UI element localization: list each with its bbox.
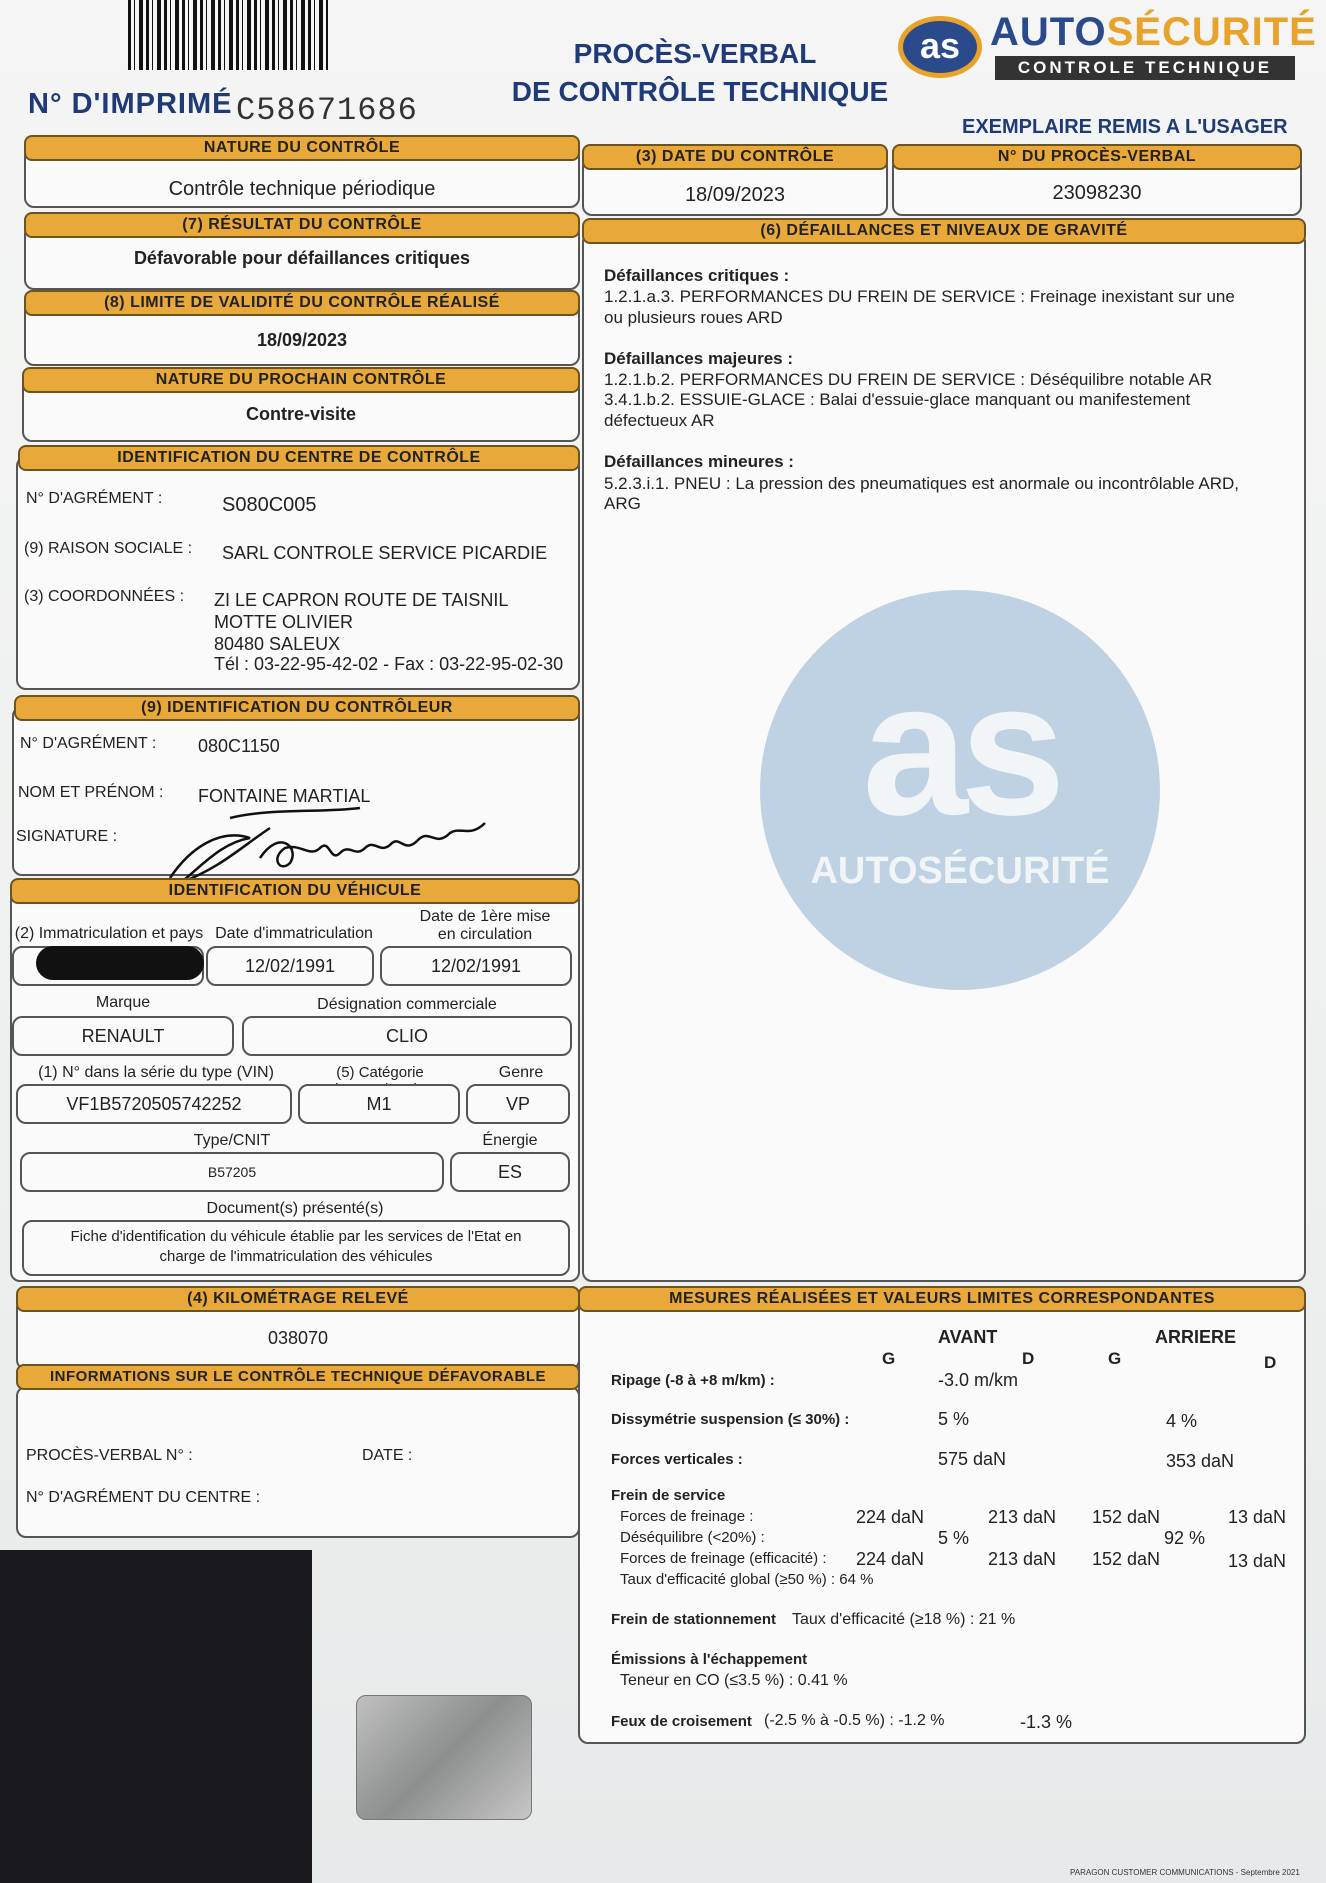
type-field: B57205 <box>20 1152 444 1192</box>
designation-field: CLIO <box>242 1016 572 1056</box>
centre-coord-line2: MOTTE OLIVIER <box>214 612 354 632</box>
documents-label: Document(s) présenté(s) <box>206 1200 384 1217</box>
redaction-bar <box>36 946 204 980</box>
ffe-av-d: 213 daN <box>988 1549 1057 1569</box>
controleur-agrement-label: N° D'AGRÉMENT : <box>20 735 157 752</box>
date-mise-label-2: en circulation <box>437 926 533 943</box>
date-controle-value: 18/09/2023 <box>684 184 786 206</box>
co-value: Teneur en CO (≤3.5 %) : 0.41 % <box>620 1672 848 1689</box>
forces-v-av-value: 575 daN <box>938 1449 1007 1469</box>
title-line1: PROCÈS-VERBAL <box>573 38 817 69</box>
marque-field: RENAULT <box>12 1016 234 1056</box>
frein-stationnement-label: Frein de stationnement <box>611 1611 777 1628</box>
ffe-ar-d: 13 daN <box>1228 1551 1287 1571</box>
controleur-agrement-value: 080C1150 <box>198 736 280 756</box>
ffe-av-g: 224 daN <box>856 1549 925 1569</box>
forces-freinage-label: Forces de freinage : <box>620 1508 754 1525</box>
logo-subtitle: CONTROLE TECHNIQUE <box>995 56 1295 80</box>
forces-v-ar-value: 353 daN <box>1166 1451 1235 1471</box>
watermark-text: AUTOSÉCURITÉ <box>810 850 1110 892</box>
date-controle-header: (3) DATE DU CONTRÔLE <box>582 144 888 170</box>
mineures-title: Défaillances mineures : <box>604 452 794 471</box>
num-pv-value: 23098230 <box>1052 182 1142 204</box>
centre-coord-line1: ZI LE CAPRON ROUTE DE TAISNIL <box>214 590 509 610</box>
controleur-nom-label: NOM ET PRÉNOM : <box>18 784 164 801</box>
limite-value: 18/09/2023 <box>256 330 348 350</box>
nature-controle-header: NATURE DU CONTRÔLE <box>24 135 580 161</box>
date-immat-field: 12/02/1991 <box>206 946 374 986</box>
mesures-avant-g: G <box>882 1349 896 1368</box>
prochain-header: NATURE DU PROCHAIN CONTRÔLE <box>22 367 580 393</box>
limite-header: (8) LIMITE DE VALIDITÉ DU CONTRÔLE RÉALISÉ <box>24 290 580 316</box>
mineures-line2: ARG <box>604 494 641 513</box>
num-pv-header: N° DU PROCÈS-VERBAL <box>892 144 1302 170</box>
frein-service-label: Frein de service <box>611 1487 726 1504</box>
majeures-line3: défectueux AR <box>604 411 715 430</box>
logo-wordmark <box>990 10 1317 55</box>
resultat-value: Défavorable pour défaillances critiques <box>133 248 471 268</box>
critiques-line1: 1.2.1.a.3. PERFORMANCES DU FREIN DE SERVICE : Freinage inexistant sur une <box>604 287 1235 306</box>
feux-label: Feux de croisement <box>611 1713 752 1730</box>
designation-label: Désignation commerciale <box>317 996 497 1013</box>
genre-field: VP <box>466 1084 570 1124</box>
ripage-av-value: -3.0 m/km <box>938 1370 1019 1390</box>
centre-agrement-label: N° D'AGRÉMENT : <box>26 490 163 507</box>
date-mise-label-1: Date de 1ère mise <box>419 908 551 925</box>
defavorable-date-label: DATE : <box>362 1447 413 1464</box>
footer-text: PARAGON CUSTOMER COMMUNICATIONS - Septembre 2021 <box>1070 1868 1300 1877</box>
autosecurite-logo-icon: as <box>898 16 982 78</box>
documents-line1: Fiche d'identification du véhicule établie par les services de l'Etat en <box>70 1228 522 1245</box>
categorie-field: M1 <box>298 1084 460 1124</box>
imprime-label: N° D'IMPRIMÉ <box>28 88 233 120</box>
centre-raison-label: (9) RAISON SOCIALE : <box>24 540 193 557</box>
controleur-signature-label: SIGNATURE : <box>16 828 118 845</box>
date-immat-label: Date d'immatriculation <box>215 925 373 942</box>
redaction-block <box>0 1550 312 1883</box>
energie-label: Énergie <box>482 1132 538 1149</box>
exemplaire-label: EXEMPLAIRE REMIS A L'USAGER <box>962 116 1288 138</box>
documents-line2: charge de l'immatriculation des véhicules <box>159 1248 433 1265</box>
majeures-line1: 1.2.1.b.2. PERFORMANCES DU FREIN DE SERVICE : Déséquilibre notable AR <box>604 370 1213 389</box>
forces-verticales-label: Forces verticales : <box>611 1451 743 1468</box>
frein-stationnement-value: Taux d'efficacité (≥18 %) : 21 % <box>792 1611 1016 1628</box>
ff-av-d: 213 daN <box>988 1507 1057 1527</box>
vin-field: VF1B5720505742252 <box>16 1084 292 1124</box>
ff-ar-d: 13 daN <box>1228 1507 1287 1527</box>
centre-raison-value: SARL CONTROLE SERVICE PICARDIE <box>222 543 548 563</box>
mesures-arriere-g: G <box>1108 1349 1122 1368</box>
categorie-label: (5) Catégorie <box>336 1064 424 1081</box>
vin-label: (1) N° dans la série du type (VIN) <box>38 1064 274 1081</box>
dissym-ar-value: 4 % <box>1166 1411 1198 1431</box>
ripage-label: Ripage (-8 à +8 m/km) : <box>611 1372 775 1389</box>
mineures-line1: 5.2.3.i.1. PNEU : La pression des pneumatiques est anormale ou incontrôlable ARD, <box>604 474 1240 493</box>
mesures-header: MESURES RÉALISÉES ET VALEURS LIMITES CORRESPONDANTES <box>578 1286 1306 1312</box>
centre-agrement-value: S080C005 <box>222 494 317 516</box>
type-label: Type/CNIT <box>193 1132 271 1149</box>
logo-securite: SÉCURITÉ <box>1106 10 1317 54</box>
date-mise-field: 12/02/1991 <box>380 946 572 986</box>
vehicule-header: IDENTIFICATION DU VÉHICULE <box>10 878 580 904</box>
deseq-label: Déséquilibre (<20%) : <box>620 1529 765 1546</box>
controleur-header: (9) IDENTIFICATION DU CONTRÔLEUR <box>14 695 580 721</box>
defavorable-header: INFORMATIONS SUR LE CONTRÔLE TECHNIQUE DÉFAVORABLE <box>16 1364 580 1390</box>
ff-av-g: 224 daN <box>856 1507 925 1527</box>
ffe-label: Forces de freinage (efficacité) : <box>620 1550 827 1567</box>
prochain-value: Contre-visite <box>245 404 357 424</box>
ff-ar-g: 152 daN <box>1092 1507 1161 1527</box>
marque-label: Marque <box>95 994 151 1011</box>
mesures-arriere-d: D <box>1264 1353 1277 1372</box>
dissym-av-value: 5 % <box>938 1409 970 1429</box>
mesures-arriere: ARRIERE <box>1155 1327 1237 1347</box>
feux-d-value: -1.3 % <box>1020 1712 1073 1732</box>
controleur-nom-value: FONTAINE MARTIAL <box>198 786 371 806</box>
immat-label: (2) Immatriculation et pays <box>14 925 204 942</box>
defavorable-pv-label: PROCÈS-VERBAL N° : <box>26 1447 193 1464</box>
centre-coord-line3: 80480 SALEUX <box>214 634 341 654</box>
barcode <box>128 0 328 70</box>
deseq-av: 5 % <box>938 1528 970 1548</box>
watermark-as: as <box>862 643 1058 855</box>
majeures-title: Défaillances majeures : <box>604 349 793 368</box>
centre-coord-label: (3) COORDONNÉES : <box>24 588 185 605</box>
critiques-title: Défaillances critiques : <box>604 266 790 285</box>
centre-coord-line4: Tél : 03-22-95-42-02 - Fax : 03-22-95-02-30 <box>214 654 564 674</box>
title-line2: DE CONTRÔLE TECHNIQUE <box>511 76 889 107</box>
imprime-number: C58671686 <box>236 92 418 129</box>
centre-header: IDENTIFICATION DU CENTRE DE CONTRÔLE <box>18 445 580 471</box>
kilometrage-value: 038070 <box>267 1328 329 1348</box>
energie-field: ES <box>450 1152 570 1192</box>
kilometrage-header: (4) KILOMÉTRAGE RELEVÉ <box>16 1286 580 1312</box>
dissym-label: Dissymétrie suspension (≤ 30%) : <box>611 1411 850 1428</box>
defaillances-header: (6) DÉFAILLANCES ET NIVEAUX DE GRAVITÉ <box>582 218 1306 244</box>
hologram-sticker-icon <box>356 1695 532 1820</box>
logo-auto: AUTO <box>990 10 1107 54</box>
mesures-avant: AVANT <box>938 1327 998 1347</box>
feux-range-value: (-2.5 % à -0.5 %) : -1.2 % <box>764 1712 945 1729</box>
genre-label: Genre <box>498 1064 544 1081</box>
emissions-label: Émissions à l'échappement <box>611 1651 808 1668</box>
defavorable-agrement-label: N° D'AGRÉMENT DU CENTRE : <box>26 1489 261 1506</box>
deseq-ar: 92 % <box>1164 1528 1206 1548</box>
critiques-line2: ou plusieurs roues ARD <box>604 308 783 327</box>
resultat-header: (7) RÉSULTAT DU CONTRÔLE <box>24 212 580 238</box>
mesures-avant-d: D <box>1022 1349 1035 1368</box>
ffe-ar-g: 152 daN <box>1092 1549 1161 1569</box>
taux-global: Taux d'efficacité global (≥50 %) : 64 % <box>620 1571 874 1588</box>
majeures-line2: 3.4.1.b.2. ESSUIE-GLACE : Balai d'essuie-glace manquant ou manifestement <box>604 390 1191 409</box>
nature-controle-value: Contrôle technique périodique <box>168 178 436 200</box>
